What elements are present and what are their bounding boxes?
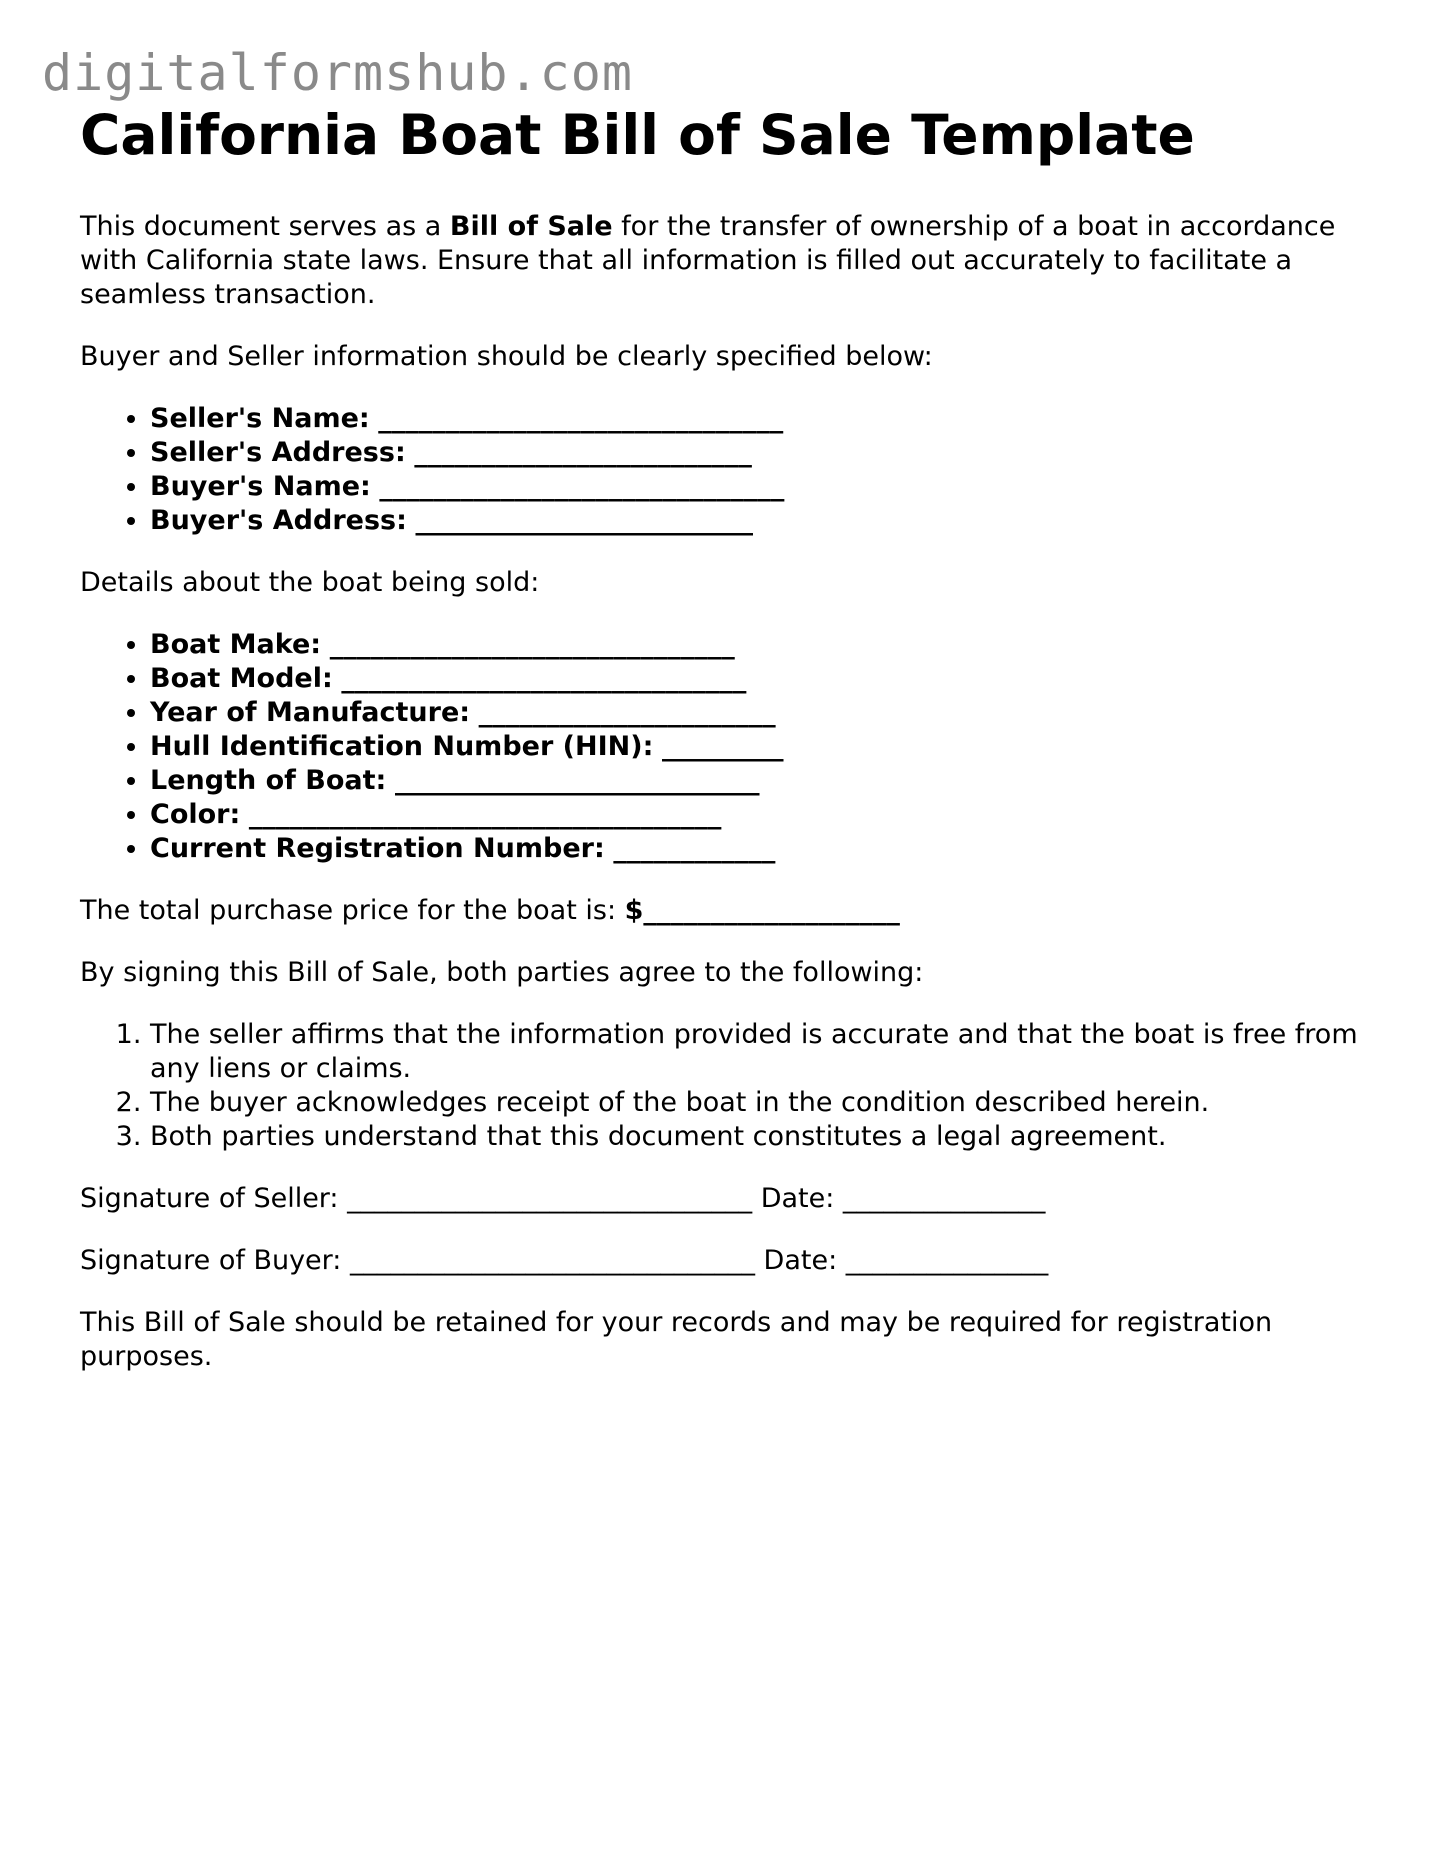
footer-note: This Bill of Sale should be retained for your records and may be required for registration purposes. — [80, 1307, 1273, 1372]
list-item — [150, 470, 1380, 504]
intro-text-after: for the transfer of ownership of a boat in accordance with California state laws. Ensure that all information is filled out accurately to facilitate a seamless transaction. — [80, 211, 1336, 310]
boat-fields-list — [80, 628, 1380, 866]
list-item — [150, 662, 1380, 696]
intro-bold-term: Bill of Sale — [449, 211, 613, 242]
list-item — [150, 764, 1380, 798]
seller-signature-line: Signature of Seller: ______________________________ Date: _______________ — [80, 1183, 1046, 1214]
list-item — [150, 696, 1380, 730]
field-label: Hull Identification Number (HIN): — [150, 731, 654, 762]
field-label: Boat Model: — [150, 663, 333, 694]
document-body — [80, 100, 1380, 1374]
blank-line: ___________________________ — [394, 765, 760, 796]
field-label: Buyer's Name: — [150, 471, 371, 502]
parties-list — [80, 402, 1380, 538]
blank-line: _________ — [661, 731, 784, 762]
buyer-signature-line: Signature of Buyer: ______________________________ Date: _______________ — [80, 1245, 1049, 1276]
list-item: 1. The seller affirms that the information provided is accurate and that the boat is free from any liens or claims. — [150, 1018, 1380, 1086]
parties-heading: Buyer and Seller information should be clearly specified below: — [80, 341, 933, 372]
list-item — [150, 402, 1380, 436]
field-label: Color: — [150, 799, 241, 830]
blank-line: ___________________________________ — [248, 799, 722, 830]
blank-line: ______________________________ — [379, 471, 785, 502]
intro-text-before: This document serves as a — [80, 211, 450, 242]
field-label: Length of Boat: — [150, 765, 387, 796]
price-blank: $___________________ — [624, 895, 900, 926]
blank-line: ______________________________ — [378, 403, 784, 434]
blank-line: ____________ — [613, 833, 776, 864]
blank-line: ______________________________ — [341, 663, 747, 694]
watermark: digitalformshub.com — [42, 44, 633, 102]
list-item: 2. The buyer acknowledges receipt of the boat in the condition described herein. — [150, 1086, 1380, 1120]
blank-line: _________________________ — [415, 505, 753, 536]
field-label: Buyer's Address: — [150, 505, 407, 536]
price-line — [80, 894, 1380, 928]
field-label: Seller's Name: — [150, 403, 370, 434]
list-item — [150, 504, 1380, 538]
list-item — [150, 436, 1380, 470]
field-label: Current Registration Number: — [150, 833, 605, 864]
price-text: The total purchase price for the boat is: — [80, 895, 625, 926]
list-item — [150, 798, 1380, 832]
boat-heading: Details about the boat being sold: — [80, 567, 540, 598]
field-label: Seller's Address: — [150, 437, 406, 468]
list-item: 3. Both parties understand that this document constitutes a legal agreement. — [150, 1120, 1380, 1154]
field-label: Year of Manufacture: — [150, 697, 471, 728]
page-title: California Boat Bill of Sale Template — [80, 103, 1195, 167]
field-label: Boat Make: — [150, 629, 322, 660]
list-item — [150, 832, 1380, 866]
intro-paragraph — [80, 210, 1380, 312]
list-item — [150, 730, 1380, 764]
list-item — [150, 628, 1380, 662]
blank-line: _________________________ — [414, 437, 752, 468]
agreement-heading: By signing this Bill of Sale, both parties agree to the following: — [80, 957, 924, 988]
blank-line: ______________________ — [478, 697, 776, 728]
agreement-list — [80, 1018, 1380, 1154]
blank-line: ______________________________ — [329, 629, 735, 660]
